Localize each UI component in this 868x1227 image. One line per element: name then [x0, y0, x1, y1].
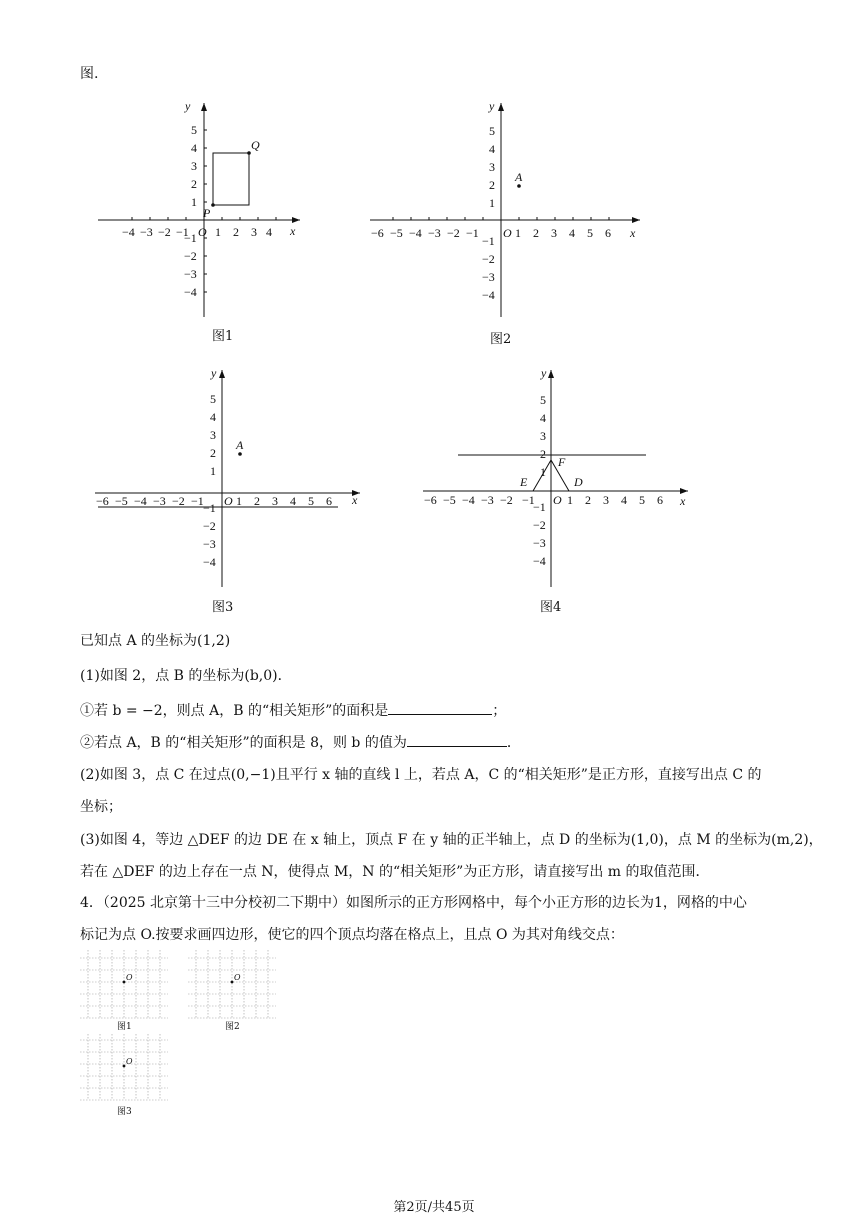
svg-text:−3: −3 — [482, 270, 495, 284]
svg-text:3: 3 — [210, 428, 216, 442]
svg-text:1: 1 — [236, 494, 242, 508]
svg-text:−4: −4 — [482, 288, 495, 302]
svg-text:−1: −1 — [466, 226, 479, 240]
part-1-intro: (1)如图 2，点 B 的坐标为(b,0)． — [80, 668, 292, 684]
svg-text:−5: −5 — [390, 226, 403, 240]
svg-text:F: F — [558, 455, 566, 469]
svg-text:2: 2 — [585, 493, 591, 507]
svg-text:3: 3 — [603, 493, 609, 507]
svg-text:−3: −3 — [203, 537, 216, 551]
grid-1-caption: 图1 — [117, 1022, 132, 1032]
svg-text:2: 2 — [540, 447, 546, 461]
svg-text:−4: −4 — [122, 225, 135, 239]
svg-text:3: 3 — [251, 225, 257, 239]
svg-text:5: 5 — [540, 393, 546, 407]
figure-4 — [418, 362, 698, 596]
svg-text:4: 4 — [621, 493, 627, 507]
svg-text:5: 5 — [587, 226, 593, 240]
svg-text:E: E — [520, 475, 528, 489]
svg-text:y: y — [489, 99, 495, 113]
coordinate-plane-2 — [365, 95, 645, 325]
svg-text:−3: −3 — [153, 494, 166, 508]
svg-text:−3: −3 — [481, 493, 494, 507]
svg-text:6: 6 — [326, 494, 332, 508]
svg-text:3: 3 — [551, 226, 557, 240]
svg-text:−3: −3 — [140, 225, 153, 239]
svg-text:4: 4 — [569, 226, 575, 240]
svg-text:−2: −2 — [158, 225, 171, 239]
svg-text:2: 2 — [191, 177, 197, 191]
coordinate-plane-4 — [418, 362, 698, 592]
svg-text:x: x — [352, 493, 358, 507]
svg-text:−2: −2 — [500, 493, 513, 507]
svg-text:−2: −2 — [172, 494, 185, 508]
grid-figure-3 — [80, 1034, 170, 1110]
svg-text:−1: −1 — [176, 225, 189, 239]
svg-text:2: 2 — [210, 446, 216, 460]
svg-text:5: 5 — [308, 494, 314, 508]
part-1a-text: ①若 b = −2，则点 A，B 的“相关矩形”的面积是 — [80, 703, 389, 719]
svg-text:O: O — [224, 494, 233, 508]
answer-blank-2[interactable] — [407, 732, 507, 747]
point-a — [517, 184, 521, 188]
svg-text:1: 1 — [210, 464, 216, 478]
point-a — [238, 452, 242, 456]
svg-text:−4: −4 — [533, 554, 546, 568]
svg-text:5: 5 — [191, 123, 197, 137]
answer-blank-1[interactable] — [388, 700, 492, 715]
coordinate-plane-1 — [90, 95, 305, 325]
svg-text:6: 6 — [657, 493, 663, 507]
svg-text:−5: −5 — [443, 493, 456, 507]
x-axis-label: x — [290, 224, 296, 238]
question-4-line-1: 4．（2025 北京第十三中分校初二下期中）如图所示的正方形网格中，每个小正方形的边长为1，网格的中心 — [80, 895, 747, 911]
given-statement: 已知点 A 的坐标为(1,2) — [80, 633, 231, 649]
svg-text:2: 2 — [533, 226, 539, 240]
grid-3-caption: 图3 — [117, 1107, 132, 1117]
svg-text:O: O — [234, 973, 241, 982]
part-1a: ①若 b = −2，则点 A，B 的“相关矩形”的面积是 ； — [80, 700, 506, 721]
svg-text:O: O — [126, 973, 133, 982]
figure-3-caption: 图3 — [212, 600, 234, 615]
svg-text:D: D — [574, 475, 583, 489]
svg-text:5: 5 — [639, 493, 645, 507]
part-3-line-2: 若在 △DEF 的边上存在一点 N，使得点 M，N 的“相关矩形”为正方形，请直接写出 m 的取值范围． — [80, 864, 710, 880]
figure-2-caption: 图2 — [490, 332, 512, 347]
question-4-line-2: 标记为点 O.按要求画四边形，使它的四个顶点均落在格点上，且点 O 为其对角线交点： — [80, 927, 624, 943]
figure-4-caption: 图4 — [540, 600, 562, 615]
part-2-line-2: 坐标； — [80, 799, 122, 815]
grid-2-caption: 图2 — [225, 1022, 240, 1032]
svg-text:x: x — [680, 494, 686, 508]
page-footer: 第2页/共45页 — [393, 1200, 475, 1215]
svg-text:−3: −3 — [184, 267, 197, 281]
svg-text:−1: −1 — [482, 234, 495, 248]
part-3-line-1: (3)如图 4，等边 △DEF 的边 DE 在 x 轴上，顶点 F 在 y 轴的正半轴上，点 D 的坐标为(1,0)，点 M 的坐标为(m,2)， — [80, 832, 823, 848]
svg-text:−2: −2 — [184, 249, 197, 263]
svg-text:3: 3 — [489, 160, 495, 174]
origin-label: O — [198, 225, 207, 239]
svg-text:1: 1 — [191, 195, 197, 209]
svg-text:−4: −4 — [462, 493, 475, 507]
svg-text:3: 3 — [272, 494, 278, 508]
svg-text:4: 4 — [290, 494, 296, 508]
svg-text:−1: −1 — [191, 494, 204, 508]
svg-text:y: y — [541, 366, 547, 380]
svg-text:−4: −4 — [203, 555, 216, 569]
part-2-line-1: (2)如图 3，点 C 在过点(0,−1)且平行 x 轴的直线 l 上，若点 A，C 的“相关矩形”是正方形，直接写出点 C 的 — [80, 767, 762, 783]
svg-text:5: 5 — [210, 392, 216, 406]
rectangle-pq — [213, 153, 249, 205]
coordinate-plane-3 — [90, 362, 370, 592]
part-1b-text: ②若点 A，B 的“相关矩形”的面积是 8，则 b 的值为 — [80, 735, 407, 751]
intro-text: 图. — [80, 66, 99, 82]
svg-text:−1: −1 — [522, 493, 535, 507]
svg-text:4: 4 — [210, 410, 216, 424]
svg-text:−5: −5 — [115, 494, 128, 508]
svg-text:4: 4 — [489, 142, 495, 156]
point-q-label: Q — [251, 138, 260, 152]
svg-text:−4: −4 — [409, 226, 422, 240]
svg-text:5: 5 — [489, 124, 495, 138]
figure-1 — [90, 95, 305, 329]
svg-text:−2: −2 — [203, 519, 216, 533]
svg-text:1: 1 — [567, 493, 573, 507]
svg-text:O: O — [553, 493, 562, 507]
svg-text:−2: −2 — [482, 252, 495, 266]
svg-text:2: 2 — [489, 178, 495, 192]
svg-text:−6: −6 — [371, 226, 384, 240]
svg-text:y: y — [211, 366, 217, 380]
part-1b: ②若点 A，B 的“相关矩形”的面积是 8，则 b 的值为 ． — [80, 732, 521, 753]
svg-text:4: 4 — [540, 411, 546, 425]
svg-text:1: 1 — [515, 226, 521, 240]
svg-text:3: 3 — [191, 159, 197, 173]
svg-text:2: 2 — [233, 225, 239, 239]
svg-text:1: 1 — [215, 225, 221, 239]
figure-3 — [90, 362, 370, 596]
svg-text:−2: −2 — [533, 518, 546, 532]
svg-text:−1: −1 — [203, 501, 216, 515]
svg-text:−4: −4 — [184, 285, 197, 299]
svg-text:O: O — [503, 226, 512, 240]
svg-text:−3: −3 — [428, 226, 441, 240]
svg-text:−2: −2 — [447, 226, 460, 240]
svg-text:4: 4 — [191, 141, 197, 155]
svg-text:1: 1 — [540, 465, 546, 479]
svg-text:1: 1 — [489, 196, 495, 210]
svg-text:−3: −3 — [533, 536, 546, 550]
svg-text:4: 4 — [266, 225, 272, 239]
figure-1-caption: 图1 — [212, 329, 234, 344]
figure-2 — [365, 95, 645, 329]
svg-text:A: A — [515, 170, 523, 184]
svg-text:2: 2 — [254, 494, 260, 508]
svg-text:−6: −6 — [96, 494, 109, 508]
svg-text:O: O — [126, 1057, 133, 1066]
svg-text:−4: −4 — [134, 494, 147, 508]
svg-text:−6: −6 — [424, 493, 437, 507]
svg-text:3: 3 — [540, 429, 546, 443]
svg-text:A: A — [236, 438, 244, 452]
svg-text:6: 6 — [605, 226, 611, 240]
svg-text:−1: −1 — [184, 231, 197, 245]
point-p-label: P — [203, 206, 211, 220]
svg-text:x: x — [630, 226, 636, 240]
y-axis-label: y — [185, 99, 191, 113]
svg-text:−1: −1 — [533, 500, 546, 514]
